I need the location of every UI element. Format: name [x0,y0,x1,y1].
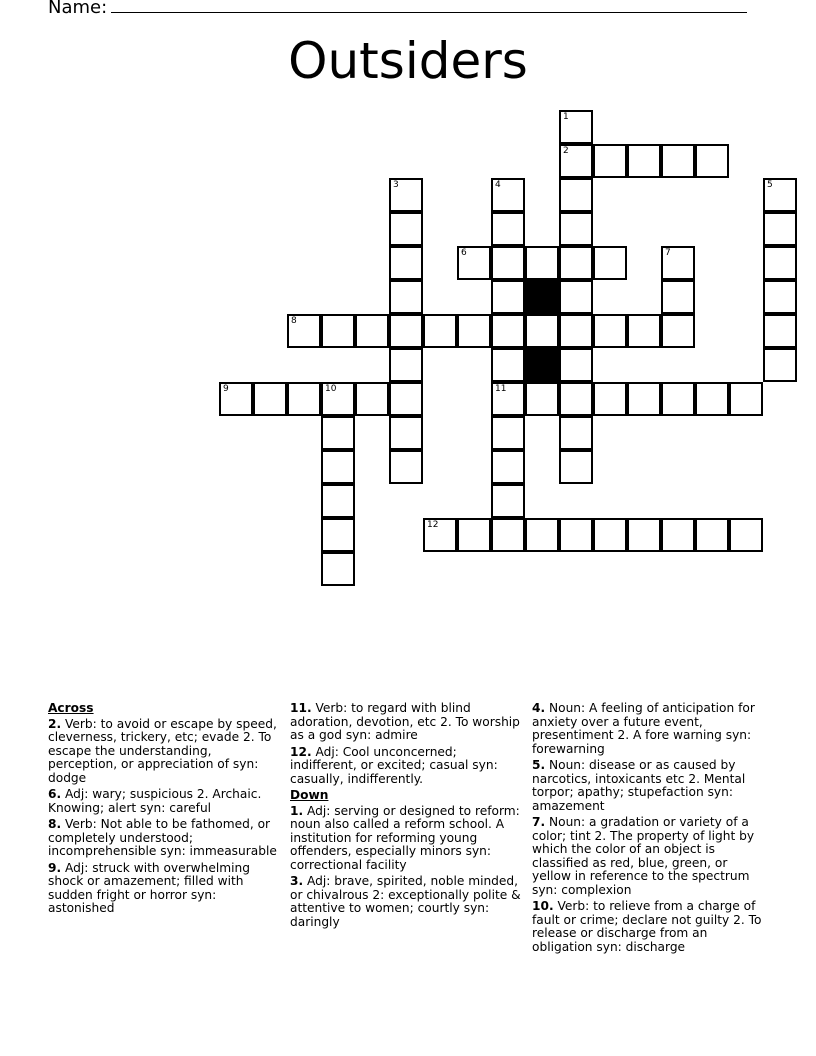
grid-cell[interactable] [525,382,559,416]
grid-cell[interactable] [593,314,627,348]
grid-cell[interactable] [253,382,287,416]
grid-cell[interactable] [287,314,321,348]
grid-cell[interactable] [525,246,559,280]
clue-text: Noun: a gradation or variety of a color; tint 2. The property of light by which the color of an object is classified as red, blue, green, or yellow in reference to the spectrum syn: complexion [532,815,755,897]
grid-cell[interactable] [491,280,525,314]
clue-text: Adj: Cool unconcerned; indifferent, or excited; casual syn: casually, indifferently. [290,744,498,786]
grid-cell[interactable] [593,246,627,280]
grid-cell[interactable] [763,348,797,382]
grid-cell[interactable] [423,314,457,348]
cell-number: 8 [291,316,297,326]
clue-number: 7. [532,815,546,829]
grid-cell[interactable] [559,280,593,314]
grid-cell[interactable] [491,382,525,416]
clue-text: Adj: wary; suspicious 2. Archaic. Knowing; alert syn: careful [48,787,262,815]
grid-cell[interactable] [559,450,593,484]
grid-cell[interactable] [491,212,525,246]
cell-number: 1 [563,112,569,122]
grid-block-cell [525,280,559,314]
across-heading: Across [48,701,94,715]
grid-cell[interactable] [593,382,627,416]
clue-down-3 [290,875,522,929]
grid-cell[interactable] [491,314,525,348]
clue-text: Adj: serving or designed to reform: noun also called a reform school. A institution for reforming young offenders, especially minors syn: correctional facility [290,803,520,872]
cell-number: 2 [563,146,569,156]
grid-cell[interactable] [627,518,661,552]
clue-number: 9. [48,860,62,875]
grid-cell[interactable] [219,382,253,416]
grid-cell[interactable] [627,144,661,178]
clue-number: 8. [48,817,62,831]
clue-down-10 [532,900,764,954]
grid-cell[interactable] [389,212,423,246]
grid-cell[interactable] [321,552,355,586]
grid-cell[interactable] [423,518,457,552]
clue-text: Adj: brave, spirited, noble minded, or chivalrous 2: exceptionally polite & attentive to women; courtly syn: daringly [290,874,521,929]
grid-cell[interactable] [559,382,593,416]
grid-cell[interactable] [355,314,389,348]
grid-cell[interactable] [491,246,525,280]
grid-cell[interactable] [627,314,661,348]
clue-column-2 [290,702,522,932]
clue-number: 11. [290,701,312,715]
grid-cell[interactable] [729,518,763,552]
cell-number: 7 [665,248,671,258]
grid-cell[interactable] [389,246,423,280]
clue-number: 4. [532,701,546,715]
grid-cell[interactable] [593,144,627,178]
grid-cell[interactable] [559,416,593,450]
clue-across-8 [48,818,280,859]
grid-cell[interactable] [355,382,389,416]
clue-text: Verb: to avoid or escape by speed, cleverness, trickery, etc; evade 2. To escape the understanding, perception, or appreciation of syn: dodge [48,716,277,785]
clue-text: Verb: to regard with blind adoration, devotion, etc 2. To worship as a god syn: admire [290,701,520,742]
grid-cell[interactable] [389,348,423,382]
name-label: Name: [48,0,108,18]
cell-number: 5 [767,180,773,190]
grid-cell[interactable] [389,382,423,416]
grid-cell[interactable] [389,280,423,314]
grid-cell[interactable] [321,518,355,552]
grid-cell[interactable] [661,314,695,348]
grid-cell[interactable] [321,314,355,348]
grid-cell[interactable] [389,416,423,450]
grid-cell[interactable] [457,314,491,348]
grid-cell[interactable] [763,246,797,280]
grid-cell[interactable] [491,484,525,518]
clue-down-4 [532,702,764,756]
grid-cell[interactable] [491,348,525,382]
clue-column-3 [532,702,764,957]
clue-column-1 [48,702,280,919]
clue-text: Noun: disease or as caused by narcotics, intoxicants etc 2. Mental torpor; apathy; stupefaction syn: amazement [532,758,746,813]
grid-cell[interactable] [559,518,593,552]
grid-cell[interactable] [661,382,695,416]
grid-cell[interactable] [457,246,491,280]
grid-cell[interactable] [321,382,355,416]
clue-across-2 [48,718,280,786]
clue-down-7 [532,816,764,897]
clue-number: 12. [290,744,312,759]
clue-across-6 [48,788,280,815]
grid-cell[interactable] [389,450,423,484]
cell-number: 10 [325,384,337,394]
clue-number: 6. [48,787,62,801]
grid-cell[interactable] [525,314,559,348]
grid-cell[interactable] [559,246,593,280]
clue-across-12 [290,746,522,787]
grid-cell[interactable] [321,416,355,450]
grid-cell[interactable] [593,518,627,552]
grid-cell[interactable] [763,212,797,246]
grid-cell[interactable] [491,450,525,484]
grid-cell[interactable] [559,314,593,348]
grid-cell[interactable] [525,518,559,552]
clue-number: 5. [532,758,546,772]
grid-cell[interactable] [695,518,729,552]
cell-number: 12 [427,520,439,530]
cell-number: 3 [393,180,399,190]
grid-cell[interactable] [491,518,525,552]
grid-cell[interactable] [559,144,593,178]
grid-cell[interactable] [287,382,321,416]
grid-cell[interactable] [661,144,695,178]
clue-down-5 [532,759,764,813]
clue-text: Noun: A feeling of anticipation for anxiety over a future event, presentiment 2. A fore warning syn: forewarning [532,701,755,756]
clue-down-1 [290,805,522,873]
grid-cell[interactable] [321,484,355,518]
cell-number: 11 [495,384,507,394]
grid-cell[interactable] [389,314,423,348]
grid-cell[interactable] [763,280,797,314]
grid-cell[interactable] [491,416,525,450]
grid-cell[interactable] [661,518,695,552]
grid-cell[interactable] [661,280,695,314]
clue-number: 2. [48,716,62,731]
grid-cell[interactable] [559,212,593,246]
grid-cell[interactable] [559,348,593,382]
clue-across-9 [48,862,280,916]
grid-cell[interactable] [457,518,491,552]
grid-cell[interactable] [763,314,797,348]
clue-across-11 [290,702,522,743]
grid-cell[interactable] [695,382,729,416]
cell-number: 4 [495,180,501,190]
clue-number: 3. [290,874,304,888]
clue-text: Verb: Not able to be fathomed, or completely understood; incomprehensible syn: immeasurable [48,817,277,858]
grid-cell[interactable] [389,178,423,212]
cell-number: 6 [461,248,467,258]
grid-cell[interactable] [695,144,729,178]
clue-text: Verb: to relieve from a charge of fault or crime; declare not guilty 2. To release or discharge from an obligation syn: discharge [532,899,762,954]
grid-cell[interactable] [321,450,355,484]
cell-number: 9 [223,384,229,394]
grid-cell[interactable] [729,382,763,416]
grid-block-cell [525,348,559,382]
grid-cell[interactable] [763,178,797,212]
grid-cell[interactable] [559,110,593,144]
grid-cell[interactable] [559,178,593,212]
grid-cell[interactable] [491,178,525,212]
clue-number: 1. [290,803,304,818]
clue-number: 10. [532,899,554,913]
grid-cell[interactable] [627,382,661,416]
grid-cell[interactable] [661,246,695,280]
down-heading: Down [290,788,329,802]
page-title: Outsiders [288,32,528,90]
clue-text: Adj: struck with overwhelming shock or amazement; filled with sudden fright or horror syn: astonished [48,860,250,915]
